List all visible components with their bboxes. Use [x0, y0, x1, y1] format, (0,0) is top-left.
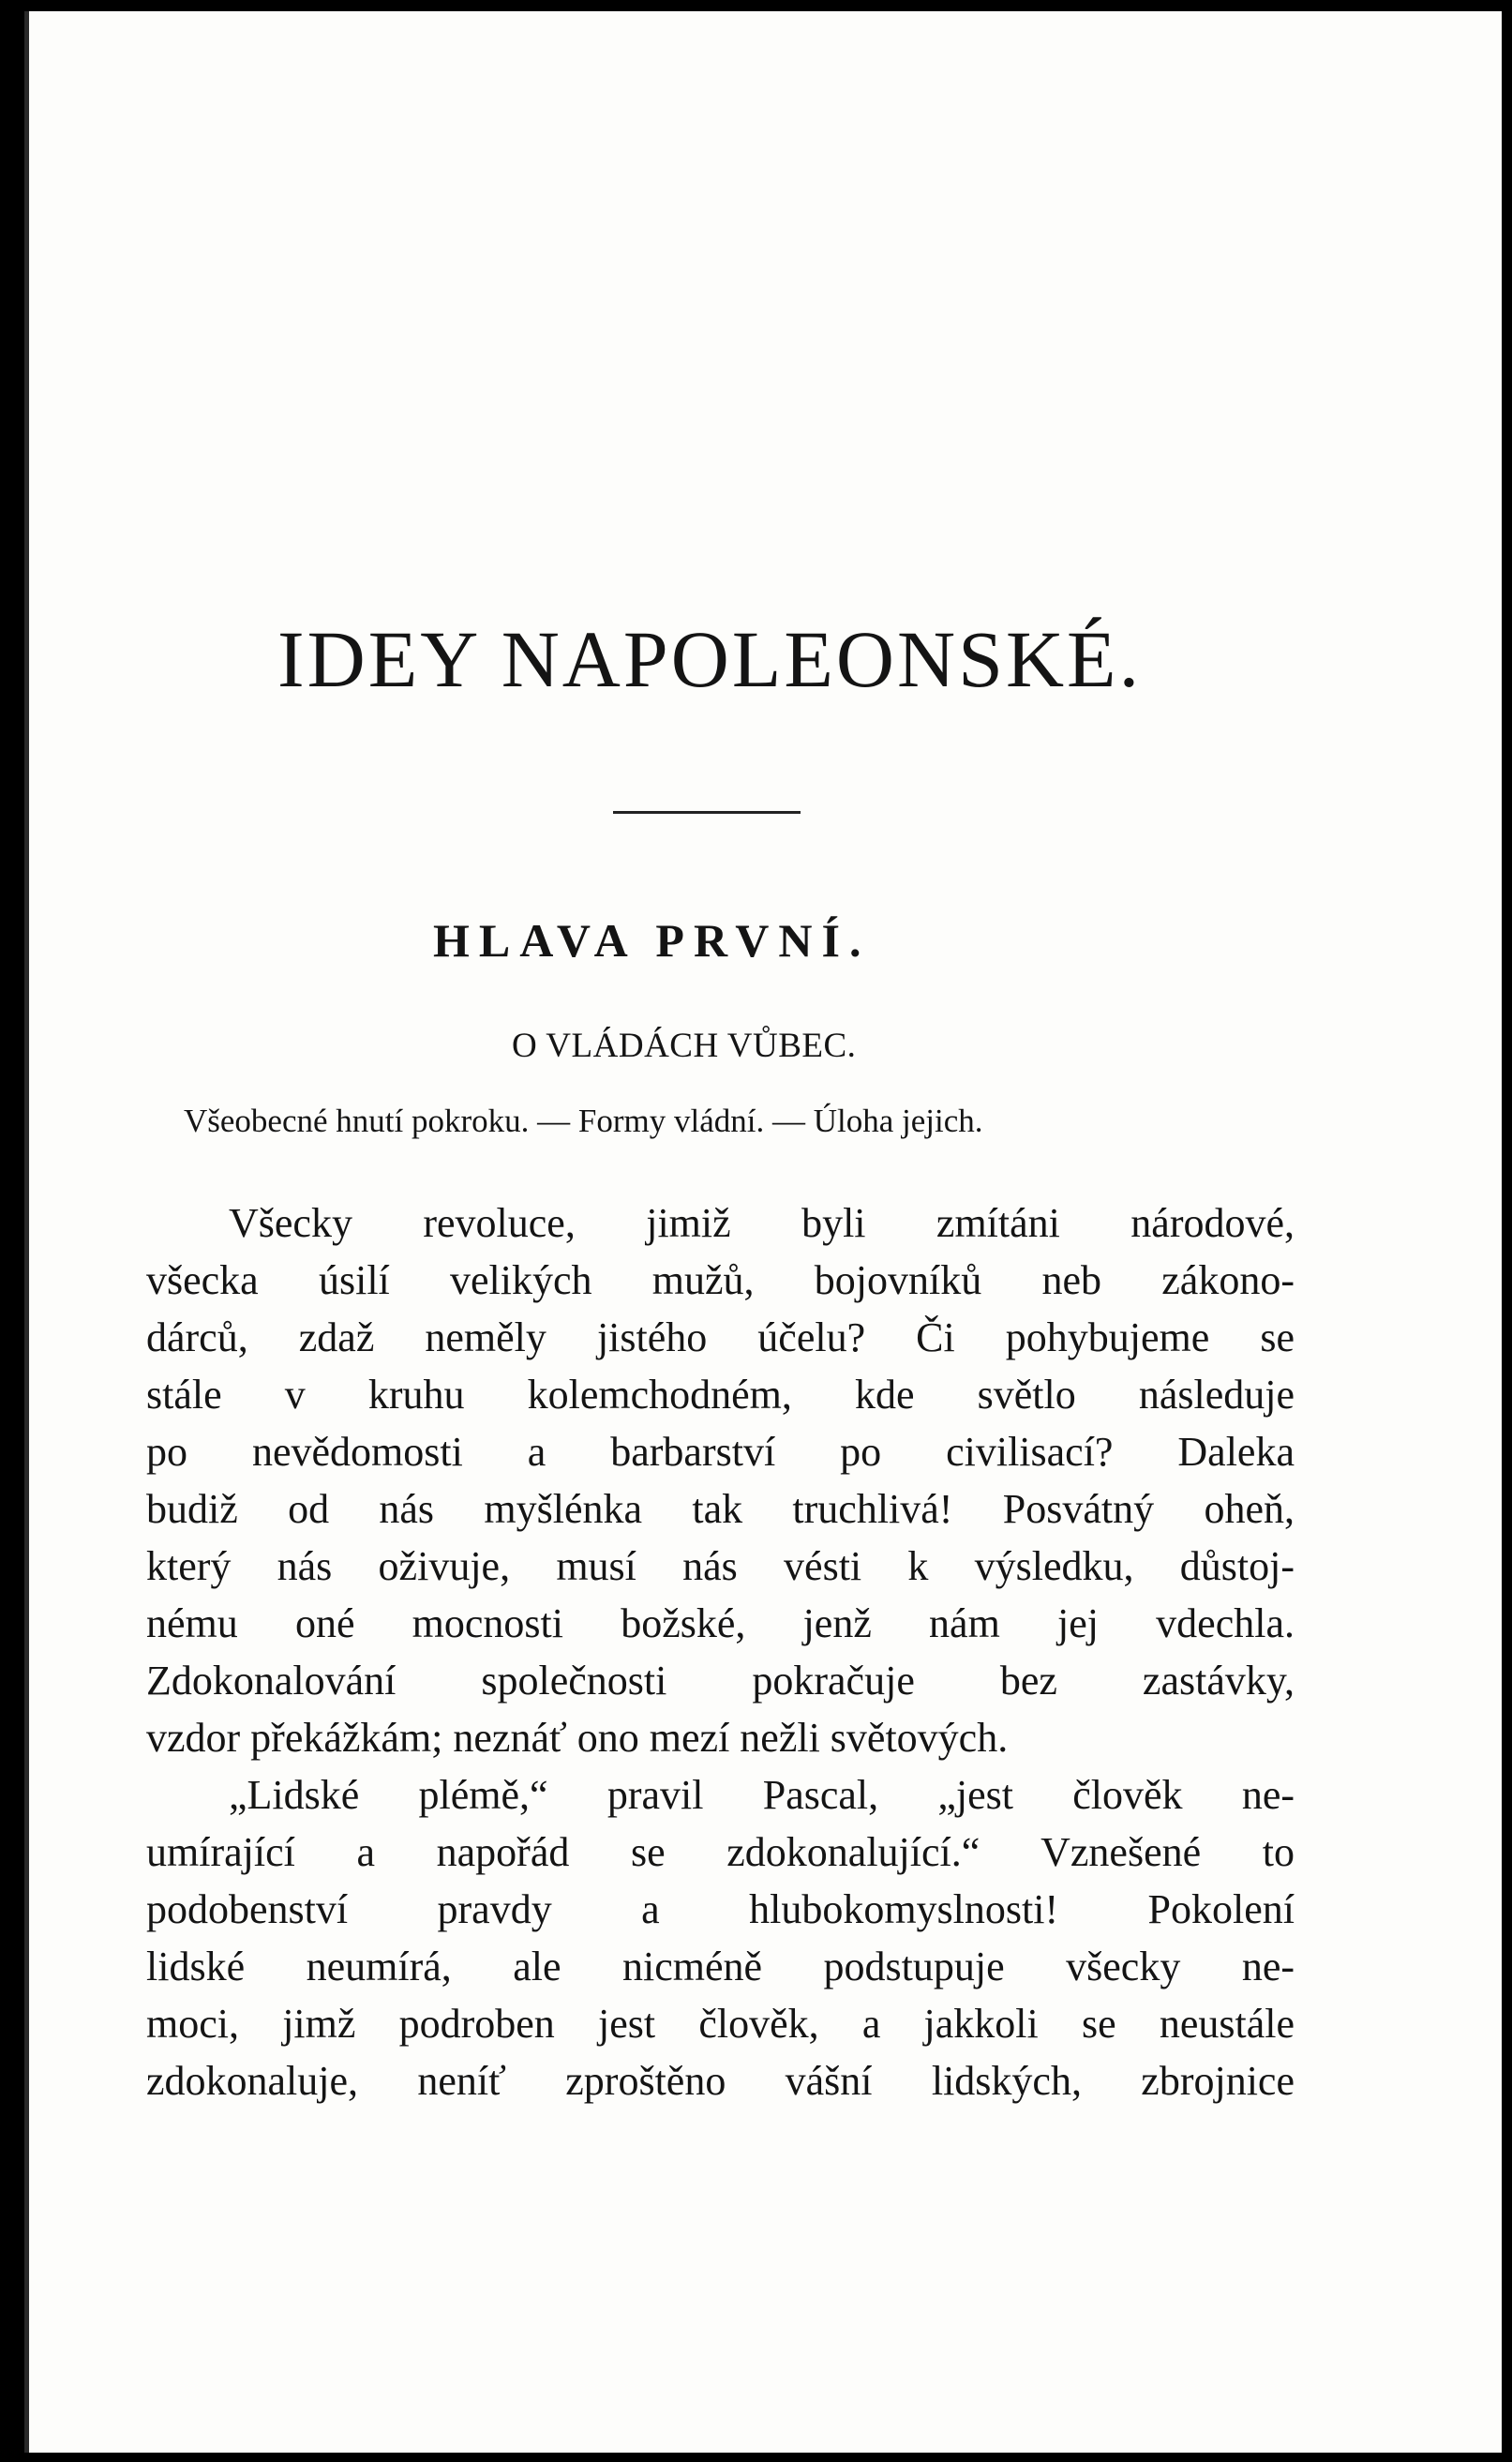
text-line: budiž od nás myšlénka tak truchlivá! Posvátný oheň, — [146, 1486, 1295, 1532]
chapter-subtitle: O VLÁDÁCH VŮBEC. — [512, 1027, 857, 1065]
text-line: nému oné mocnosti božské, jenž nám jej vdechla. — [146, 1600, 1295, 1646]
body-text — [146, 1194, 1295, 2109]
text-line: Všecky revoluce, jimiž byli zmítáni národové, — [229, 1200, 1295, 1246]
text-line: Zdokonalování společnosti pokračuje bez zastávky, — [146, 1658, 1295, 1704]
text-line: moci, jimž podroben jest člověk, a jakkoli se neustále — [146, 2001, 1295, 2047]
text-line: zdokonaluje, neníť zproštěno vášní lidských, zbrojnice — [146, 2058, 1295, 2104]
text-line: „Lidské plémě,“ pravil Pascal, „jest člověk ne- — [229, 1772, 1295, 1818]
text-line: po nevědomosti a barbarství po civilisací? Daleka — [146, 1429, 1295, 1475]
text-line: který nás oživuje, musí nás vésti k výsledku, důstoj- — [146, 1543, 1295, 1589]
text-line: vzdor překážkám; neznáť ono mezí nežli světových. — [146, 1715, 1009, 1761]
text-line: všecka úsilí velikých mužů, bojovníků neb zákono- — [146, 1257, 1295, 1303]
text-line: lidské neumírá, ale nicméně podstupuje všecky ne- — [146, 1944, 1295, 1989]
text-line: dárců, zdaž neměly jistého účelu? Či pohybujeme se — [146, 1314, 1295, 1360]
book-page — [24, 11, 1502, 2453]
chapter-heading: HLAVA PRVNÍ. — [433, 914, 871, 967]
text-line: podobenství pravdy a hlubokomyslnosti! Pokolení — [146, 1886, 1295, 1932]
book-title: IDEY NAPOLEONSKÉ. — [277, 614, 1143, 704]
page-edge-line — [24, 11, 29, 2453]
text-line: stále v kruhu kolemchodném, kde světlo následuje — [146, 1372, 1295, 1418]
title-divider — [613, 811, 801, 814]
chapter-summary: Všeobecné hnutí pokroku. — Formy vládní. — Úloha jejich. — [184, 1103, 983, 1139]
text-line: umírající a napořád se zdokonalující.“ Vznešené to — [146, 1829, 1295, 1875]
